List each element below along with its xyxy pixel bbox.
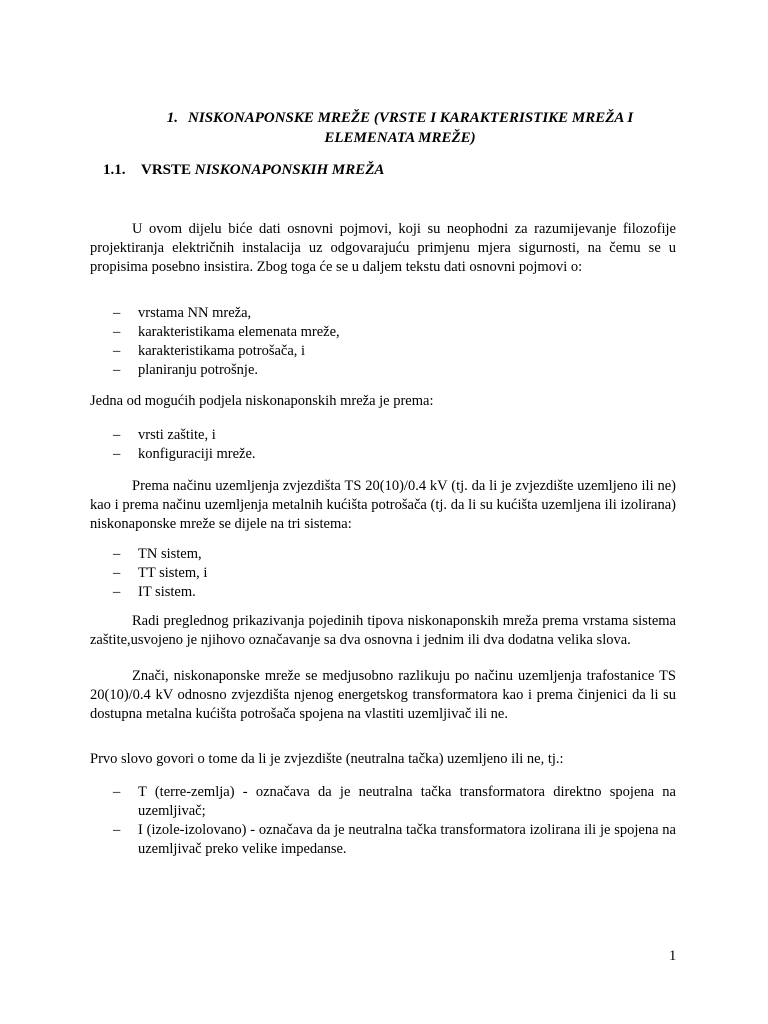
list-item: – T (terre-zemlja) - označava da je neutralna tačka transformatora direktno spojena na uzemljivač; [113, 784, 676, 819]
list-basic-concepts [113, 304, 676, 380]
list-item: – karakteristikama elemenata mreže, [113, 324, 340, 340]
list-item: – konfiguraciji mreže. [113, 446, 256, 462]
list-systems [113, 545, 676, 602]
list-first-letter [113, 783, 676, 859]
list-item: – IT sistem. [113, 584, 196, 600]
bullet: – [113, 305, 121, 321]
paragraph-first-letter: Prvo slovo govori o tome da li je zvjezdište (neutralna tačka) uzemljeno ili ne, tj.: [90, 751, 564, 767]
bullet: – [113, 565, 121, 581]
bullet: – [113, 784, 121, 800]
bullet: – [113, 362, 121, 378]
subsection-word: VRSTE [140, 162, 192, 178]
list-item: – vrstama NN mreža, [113, 305, 252, 321]
subsection-heading [103, 161, 384, 180]
bullet: – [113, 546, 121, 562]
bullet: – [113, 822, 121, 838]
bullet: – [113, 343, 121, 359]
paragraph-difference: Znači, niskonaponske mreže se medjusobno razlikuju po načinu uzemljenja trafostanice TS 20(10)/0.4 kV odnosno zvjezdišta njenog energetskog transformatora kao i prema činjenici da li su dostupna metalna kućišta potrošača spojena na vlastiti uzemljivač ili ne. [90, 668, 676, 722]
page-number: 1 [669, 948, 677, 964]
list-item: – vrsti zaštite, i [113, 427, 216, 443]
section-number: 1. [166, 110, 179, 126]
section-title: NISKONAPONSKE MREŽE (VRSTE I KARAKTERISTIKE MREŽA I ELEMENATA MREŽE) [188, 110, 634, 146]
list-item: – karakteristikama potrošača, i [113, 343, 306, 359]
list-item: – TN sistem, [113, 546, 202, 562]
subsection-number: 1.1. [103, 162, 126, 178]
bullet: – [113, 584, 121, 600]
list-division-criteria [113, 426, 676, 464]
bullet: – [113, 324, 121, 340]
bullet: – [113, 427, 121, 443]
paragraph-grounding: Prema načinu uzemljenja zvjezdišta TS 20(10)/0.4 kV (tj. da li je zvjezdište uzemljeno ili ne) kao i prema načinu uzemljenja metalnih kućišta potrošača (tj. da li su kućišta uzemljena ili izolirana) niskonaponske mreže se dijele na tri sistema: [90, 478, 676, 532]
subsection-italic: NISKONAPONSKIH MREŽA [194, 162, 385, 178]
list-item: – I (izole-izolovano) - označava da je neutralna tačka transformatora izolirana ili je spojena na uzemljivač preko velike impedanse. [113, 822, 676, 857]
paragraph-division: Jedna od mogućih podjela niskonaponskih mreža je prema: [90, 393, 434, 409]
paragraph-marking: Radi preglednog prikazivanja pojedinih tipova niskonaponskih mreža prema vrstama sistema zaštite,usvojeno je njihovo označavanje sa dva osnovna i jednim ili dva dodatna velika slova. [90, 613, 676, 648]
section-heading [150, 108, 650, 148]
list-item: – planiranju potrošnje. [113, 362, 259, 378]
paragraph-intro: U ovom dijelu biće dati osnovni pojmovi, koji su neophodni za razumijevanje filozofije projektiranja električnih instalacija uz odgovarajuću primjenu mjera sigurnosti, na čemu se u propisima posebno insistira. Zbog toga će se u daljem tekstu dati osnovni pojmovi o: [90, 221, 676, 275]
bullet: – [113, 446, 121, 462]
list-item: – TT sistem, i [113, 565, 208, 581]
